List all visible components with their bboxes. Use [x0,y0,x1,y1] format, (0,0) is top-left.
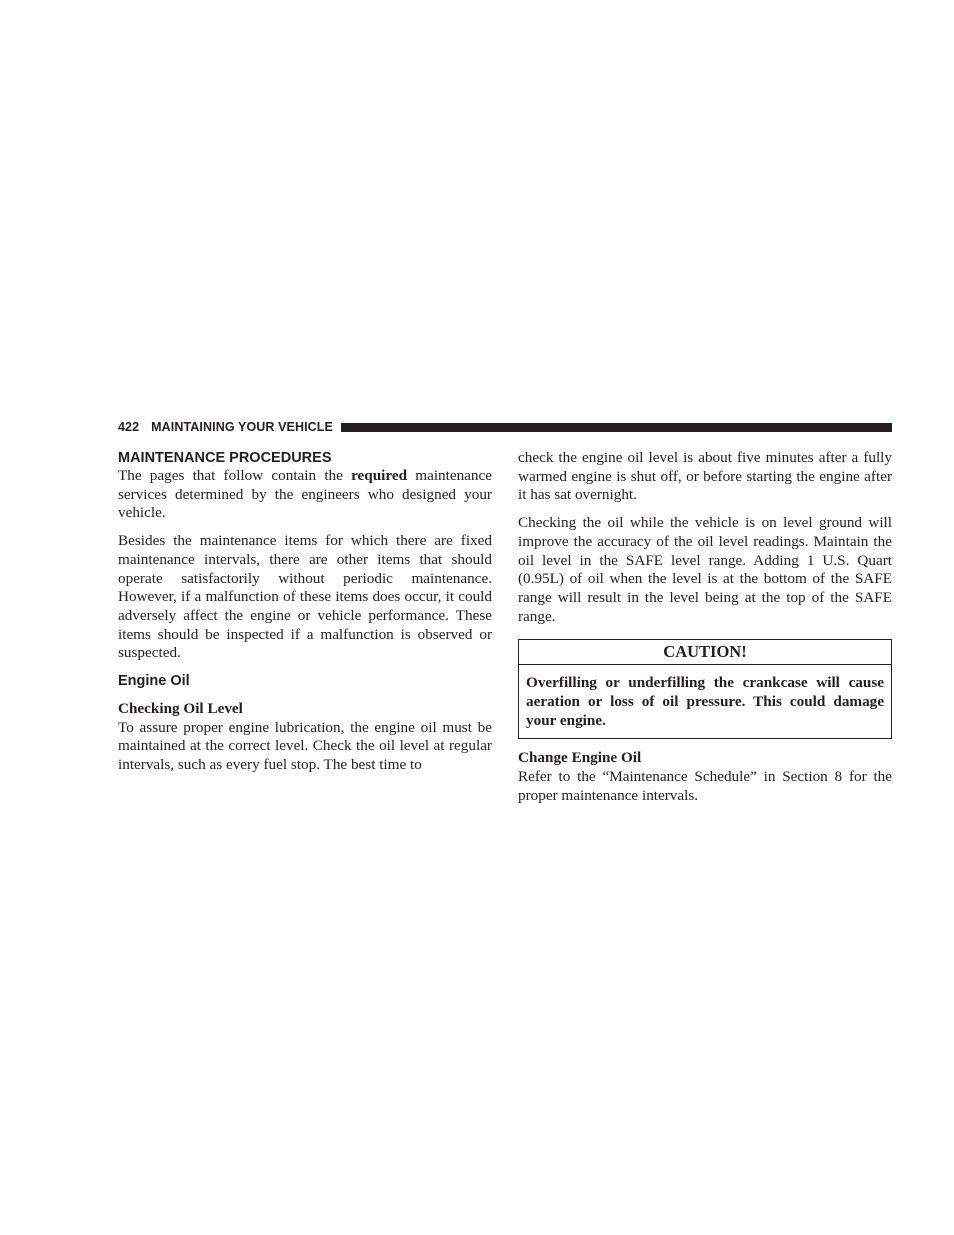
page-number: 422 [118,420,140,434]
header-rule [341,423,892,432]
right-column [518,449,892,806]
checking-oil-level-text: To assure proper engine lubrication, the engine oil must be maintained at the correct level. Check the oil level at regular intervals, such as every fuel stop. The best time to [118,718,492,774]
change-engine-oil-heading: Change Engine Oil [518,749,642,767]
engine-oil-heading: Engine Oil [118,673,190,690]
intro-paragraph: The pages that follow contain the required maintenance services determined by the engineers who designed your vehicle. [118,467,492,522]
running-header [118,419,892,435]
caution-title: CAUTION! [519,640,891,665]
maintenance-procedures-heading: MAINTENANCE PROCEDURES [118,450,332,466]
unscheduled-items-paragraph: Besides the maintenance items for which there are fixed maintenance intervals, there are other items that should operate satisfactorily without periodic maintenance. However, if a malfunction of these items does occur, it could adversely affect the engine or vehicle performance. These items should be inspected if a malfunction is observed or suspected. [118,532,492,662]
left-column [118,449,492,775]
level-ground-paragraph: Checking the oil while the vehicle is on level ground will improve the accuracy of the oil level readings. Maintain the oil level in the SAFE level range. Adding 1 U.S. Quart (0.95L) of oil when the level is at the bottom of the SAFE range will result in the level being at the top of the SAFE range. [518,514,892,625]
section-title: MAINTAINING YOUR VEHICLE [151,420,333,434]
change-engine-oil-text: Refer to the “Maintenance Schedule” in Section 8 for the proper maintenance intervals. [518,768,892,804]
caution-text: Overfilling or underfilling the crankcase will cause aeration or loss of oil pressure. This could damage your engine. [526,674,884,729]
required-emphasis: required [351,467,408,484]
checking-oil-level-heading: Checking Oil Level [118,700,243,718]
caution-box [518,639,892,739]
continued-paragraph: check the engine oil level is about five minutes after a fully warmed engine is shut off, or before starting the engine after it has sat overnight. [518,449,892,504]
